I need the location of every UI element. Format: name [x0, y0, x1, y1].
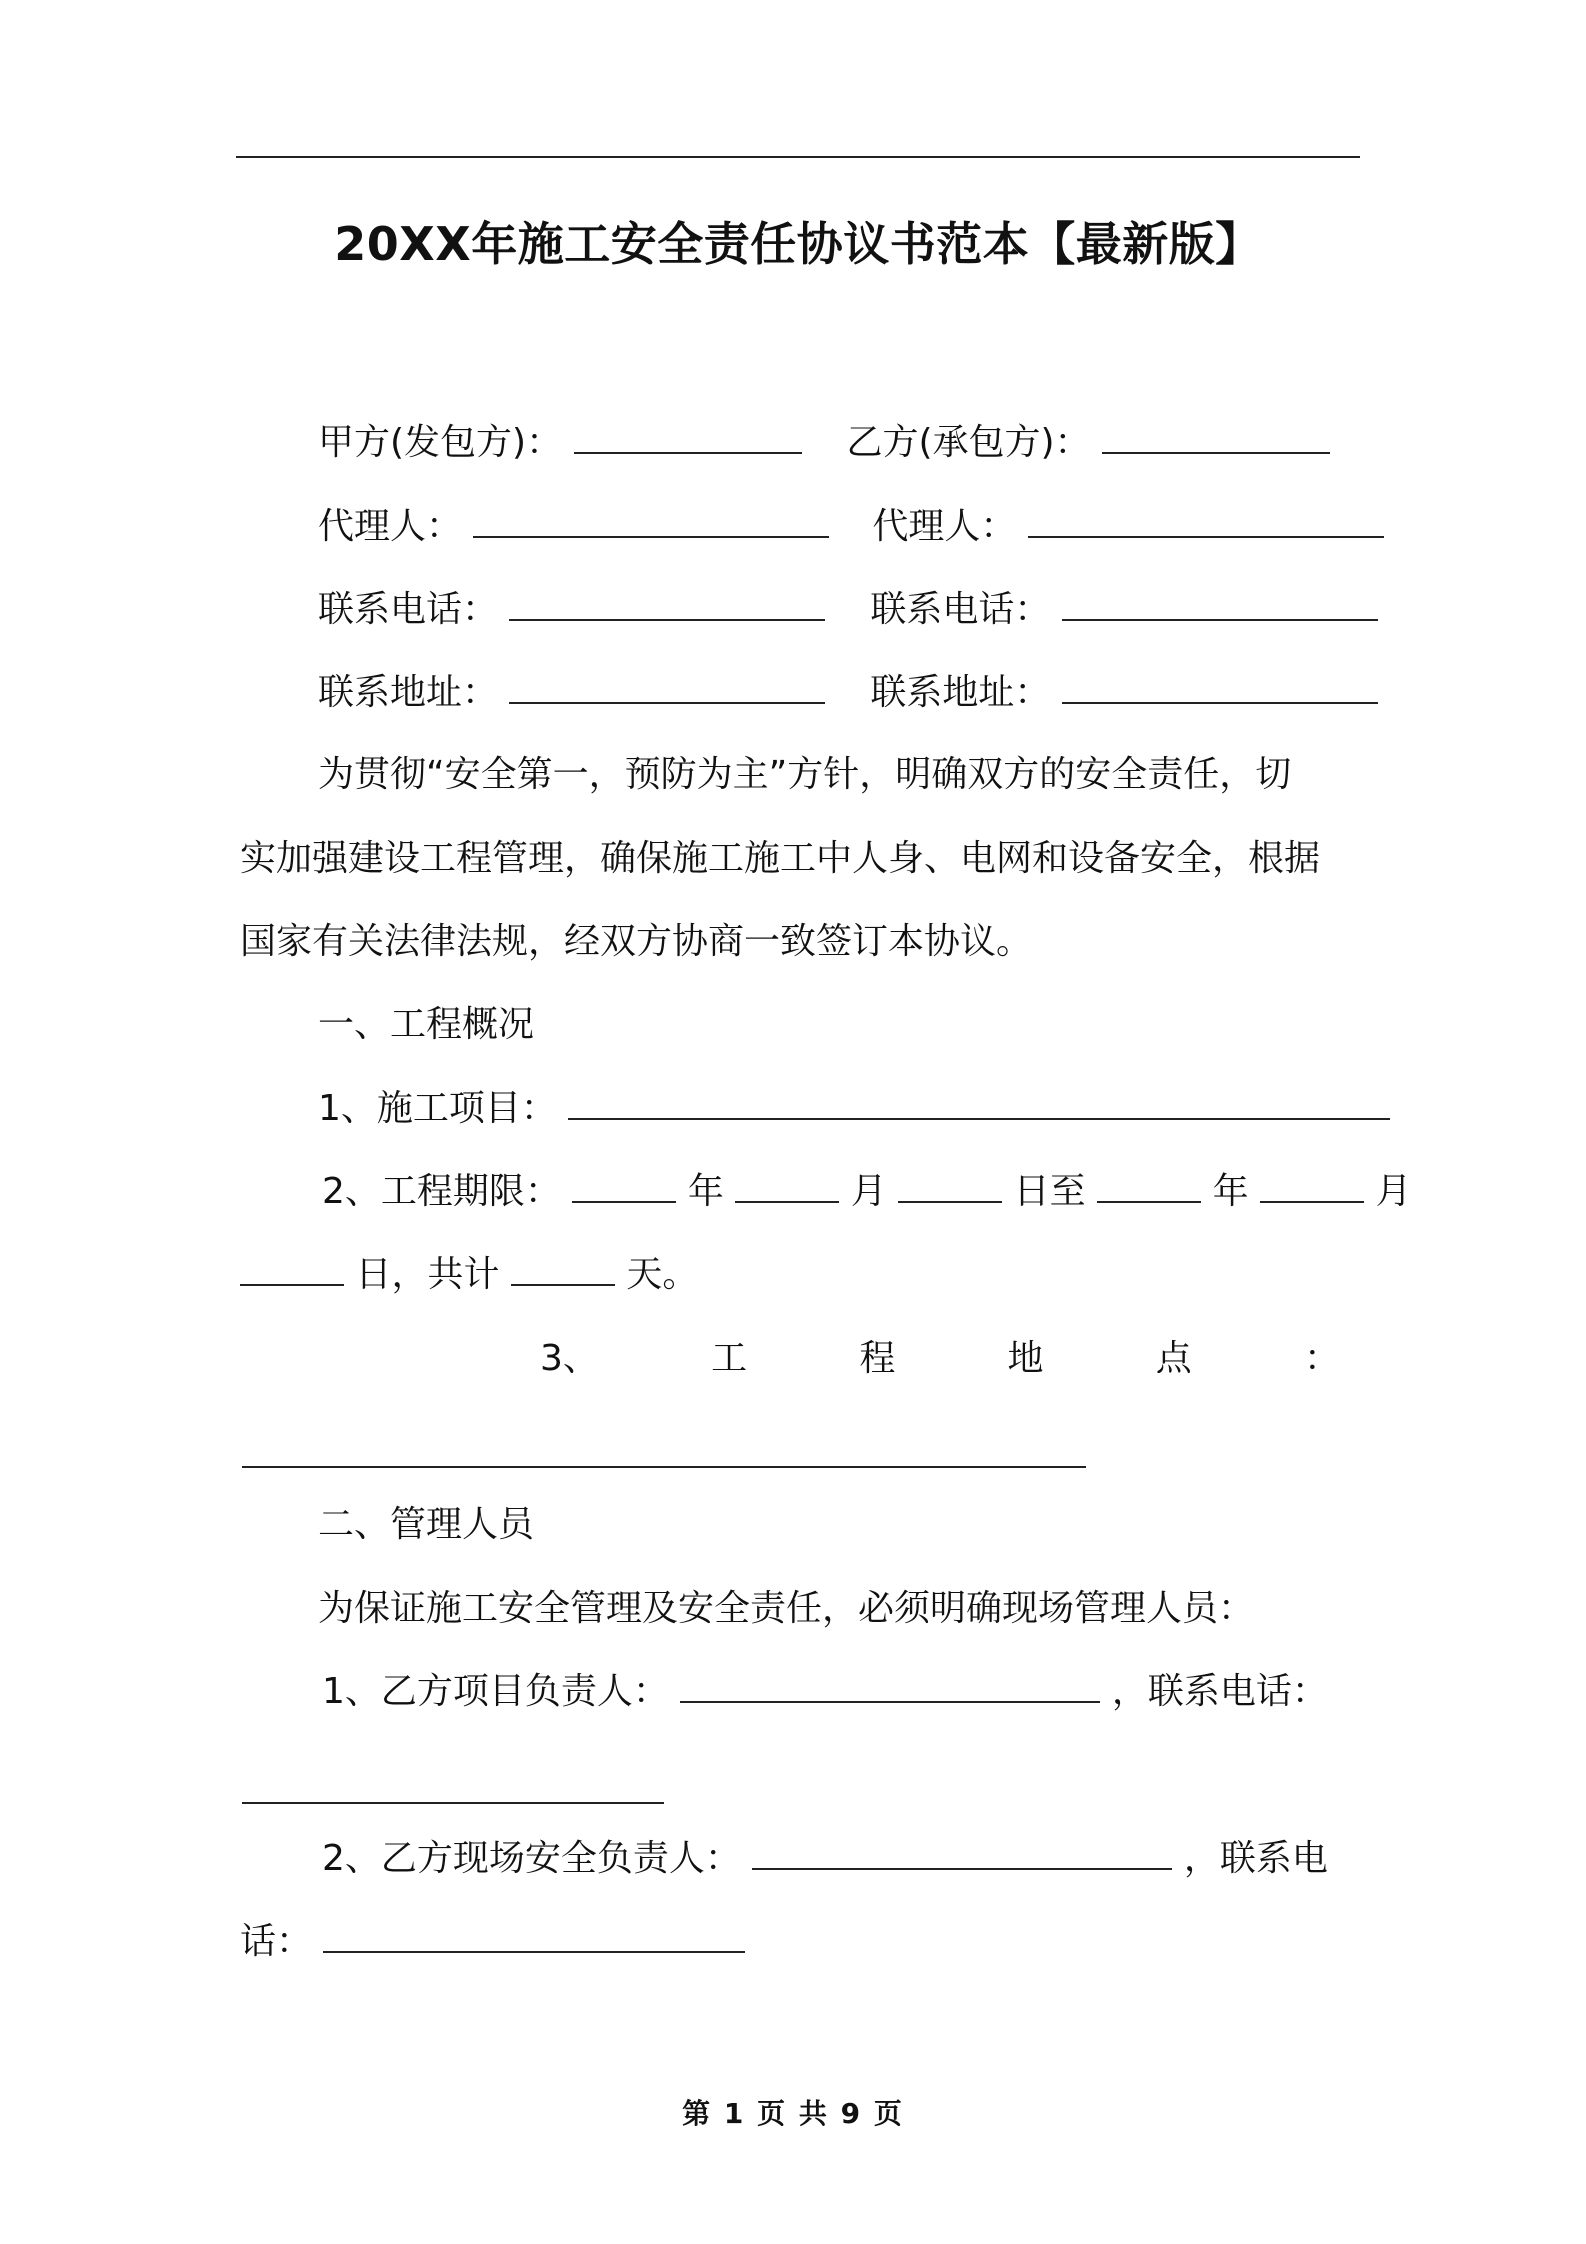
mgr1-name-blank: [680, 1701, 1100, 1703]
days-unit: 天。: [626, 1254, 699, 1295]
header-rule: [236, 156, 1360, 158]
mgr2-label: 2、乙方现场安全负责人：: [322, 1838, 741, 1879]
mgr1-phone-label: ，联系电话：: [1111, 1671, 1328, 1712]
agent-b-label: 代理人：: [872, 506, 1017, 547]
phone-a-blank: [509, 619, 825, 621]
day-to-unit: 日至: [1013, 1171, 1086, 1212]
days-blank: [511, 1284, 615, 1286]
mgr2-row: [322, 1834, 1328, 1884]
day2-blank: [240, 1284, 344, 1286]
mgr1-label: 1、乙方项目负责人：: [322, 1671, 669, 1712]
item3-char: 程: [859, 1338, 896, 1379]
item2-label: 2、工程期限：: [322, 1171, 561, 1212]
mgr2-phone-blank: [323, 1951, 745, 1953]
phone-b-label: 联系电话：: [870, 589, 1051, 630]
item1-row: [318, 1084, 1390, 1134]
day2-unit: 日，共计: [355, 1254, 500, 1295]
item1-label: 1、施工项目：: [318, 1088, 557, 1129]
year-unit: 年: [687, 1171, 724, 1212]
month2-unit: 月: [1375, 1171, 1412, 1212]
address-a-label: 联系地址：: [318, 672, 499, 713]
address-b-blank: [1062, 702, 1378, 704]
year-blank: [572, 1201, 676, 1203]
party-b-blank: [1102, 452, 1330, 454]
item3-char: 点: [1155, 1338, 1192, 1379]
item3-char: 3、: [540, 1338, 599, 1379]
address-row: [318, 668, 1378, 718]
party-b-label: 乙方(承包方)：: [846, 422, 1091, 463]
address-a-blank: [509, 702, 825, 704]
month-blank: [735, 1201, 839, 1203]
party-row: [318, 418, 1330, 468]
item3-char: ：: [1303, 1338, 1340, 1379]
party-a-label: 甲方(发包方)：: [318, 422, 563, 463]
phone-row: [318, 585, 1378, 635]
month-unit: 月: [850, 1171, 887, 1212]
item2-row-cont: [240, 1250, 698, 1300]
item3-char: 工: [711, 1338, 748, 1379]
year2-unit: 年: [1212, 1171, 1249, 1212]
page-footer: 第 1 页 共 9 页: [682, 2097, 904, 2130]
intro-line-2: 实加强建设工程管理，确保施工施工中人身、电网和设备安全，根据: [240, 838, 1321, 879]
agent-b-blank: [1028, 536, 1384, 538]
mgr2-name-blank: [752, 1868, 1172, 1870]
mgr2-row-cont: [240, 1917, 745, 1967]
year2-blank: [1097, 1201, 1201, 1203]
item3-row: [540, 1334, 1340, 1384]
mgr2-phone-label: ，联系电: [1183, 1838, 1328, 1879]
item2-row: [322, 1167, 1412, 1217]
section2-intro: 为保证施工安全管理及安全责任，必须明确现场管理人员：: [318, 1588, 1255, 1629]
intro-line-3: 国家有关法律法规，经双方协商一致签订本协议。: [240, 921, 1033, 962]
month2-blank: [1260, 1201, 1364, 1203]
document-title: 20XX年施工安全责任协议书范本【最新版】: [334, 217, 1262, 271]
section2-heading: 二、管理人员: [318, 1504, 535, 1545]
party-a-blank: [574, 452, 802, 454]
address-b-label: 联系地址：: [870, 672, 1051, 713]
day-blank: [898, 1201, 1002, 1203]
mgr2-phone-cont: 话：: [240, 1921, 313, 1962]
mgr1-row: [322, 1667, 1328, 1717]
item3-char: 地: [1007, 1338, 1044, 1379]
phone-a-label: 联系电话：: [318, 589, 499, 630]
phone-b-blank: [1062, 619, 1378, 621]
mgr1-phone-blank: [242, 1802, 664, 1804]
intro-line-1: 为贯彻“安全第一，预防为主”方针，明确双方的安全责任，切: [318, 754, 1292, 795]
item1-blank: [568, 1118, 1390, 1120]
section1-heading: 一、工程概况: [318, 1004, 535, 1045]
agent-a-blank: [473, 536, 829, 538]
item3-blank: [242, 1466, 1086, 1468]
agent-a-label: 代理人：: [318, 506, 463, 547]
agent-row: [318, 502, 1384, 552]
